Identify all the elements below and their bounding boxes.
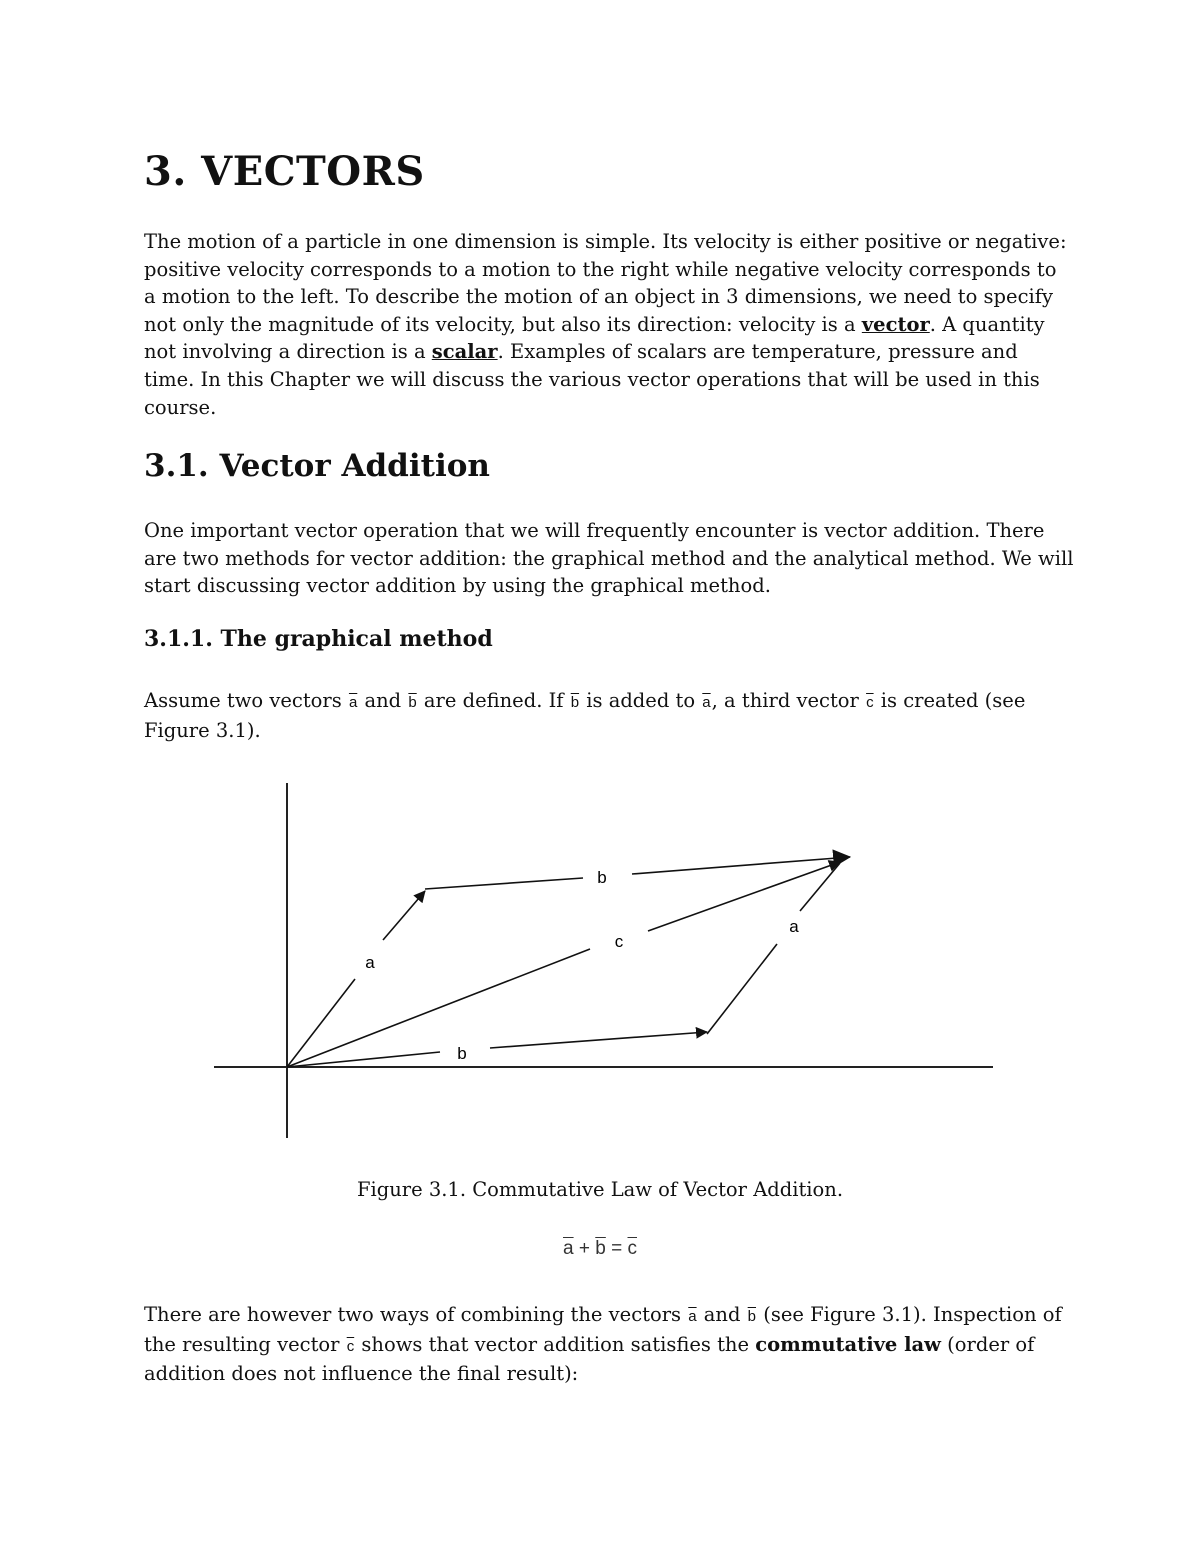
gm-text-5: , a third vector	[711, 689, 866, 712]
gm-text-3: are defined. If	[417, 689, 570, 712]
vector-b-symbol: $\overline{b}$	[570, 694, 580, 711]
cm-text-2: and	[697, 1303, 747, 1326]
gm-text-4: is added to	[580, 689, 702, 712]
vector-a-right-upper	[800, 863, 840, 911]
figure-caption: Figure 3.1. Commutative Law of Vector Addition.	[356, 1178, 844, 1201]
label-b-bottom: b	[457, 1044, 467, 1063]
intro-paragraph	[144, 228, 1074, 421]
cm-text-3: (see Figure 3.1). Inspection of the resulting vector	[144, 1303, 1062, 1356]
section-heading-vector-addition: 3.1. Vector Addition	[144, 448, 490, 484]
vector-a-symbol: $\overline{a}$	[348, 694, 358, 711]
label-b-top: b	[597, 868, 607, 887]
equation-b: $\overline{b}$	[595, 1238, 606, 1259]
equation-plus: +	[578, 1238, 590, 1259]
term-scalar: scalar	[431, 340, 498, 364]
label-c: c	[614, 932, 624, 951]
vector-b-symbol: $\overline{b}$	[408, 694, 417, 711]
vector-a-right-lower	[707, 944, 777, 1034]
intro-text-3: . Examples of scalars are temperature, pressure and time. In this Chapter we will discuss the various vector operations that will be used in this course.	[144, 340, 1040, 419]
vector-a-left-upper	[383, 891, 425, 940]
label-a-left: a	[365, 953, 375, 972]
graphical-method-paragraph	[144, 687, 1074, 744]
vector-a-symbol: $\overline{a}$	[702, 694, 711, 711]
term-vector: vector	[861, 312, 930, 336]
vector-a-symbol: $\overline{a}$	[688, 1308, 697, 1325]
chapter-heading: 3. VECTORS	[144, 148, 425, 195]
cm-text-4: shows that vector addition satisfies the	[355, 1332, 756, 1356]
vector-c-symbol: $\overline{c}$	[866, 694, 874, 711]
vector-addition-text: One important vector operation that we will frequently encounter is vector addition. There are two methods for vector addition: the graphical method and the analytical method. We will start discussing vector addition by using the graphical method.	[144, 519, 1074, 598]
gm-text-6: is created (see Figure 3.1).	[144, 689, 1026, 742]
equation-a: $\overline{a}$	[563, 1238, 574, 1259]
cm-text-5: (order of addition does not influence the final result):	[144, 1332, 1035, 1386]
label-a-right: a	[789, 917, 799, 936]
vector-b-top-right	[632, 857, 850, 874]
vector-b-top-left	[425, 878, 583, 889]
equation-equals: =	[611, 1238, 623, 1259]
gm-text-1: Assume two vectors	[144, 689, 348, 712]
vector-addition-figure	[200, 775, 1000, 1145]
subsection-heading-graphical-method: 3.1.1. The graphical method	[144, 626, 493, 652]
vector-b-bottom-left	[287, 1052, 440, 1067]
commutative-paragraph	[144, 1301, 1074, 1388]
vector-b-symbol: $\overline{b}$	[747, 1308, 757, 1325]
gm-text-2: and	[358, 689, 408, 712]
intro-text-2: . A quantity not involving a direction is a	[144, 312, 1045, 364]
vector-c-symbol: $\overline{c}$	[346, 1337, 355, 1355]
equation-c: $\overline{c}$	[627, 1238, 637, 1259]
vector-b-bottom-right	[490, 1032, 707, 1048]
intro-text-1: The motion of a particle in one dimension is simple. Its velocity is either positive or negative: positive velocity corresponds to a motion to the right while negative velocity corresponds to a motion to the left. To describe the motion of an object in 3 dimensions, we need to specify not only the magnitude of its velocity, but also its direction: velocity is a	[144, 230, 1067, 336]
equation-a-plus-b-equals-c	[0, 1238, 1200, 1260]
vector-addition-paragraph	[144, 517, 1074, 600]
cm-text-1: There are however two ways of combining the vectors	[144, 1303, 688, 1326]
term-commutative-law: commutative law	[755, 1332, 941, 1356]
